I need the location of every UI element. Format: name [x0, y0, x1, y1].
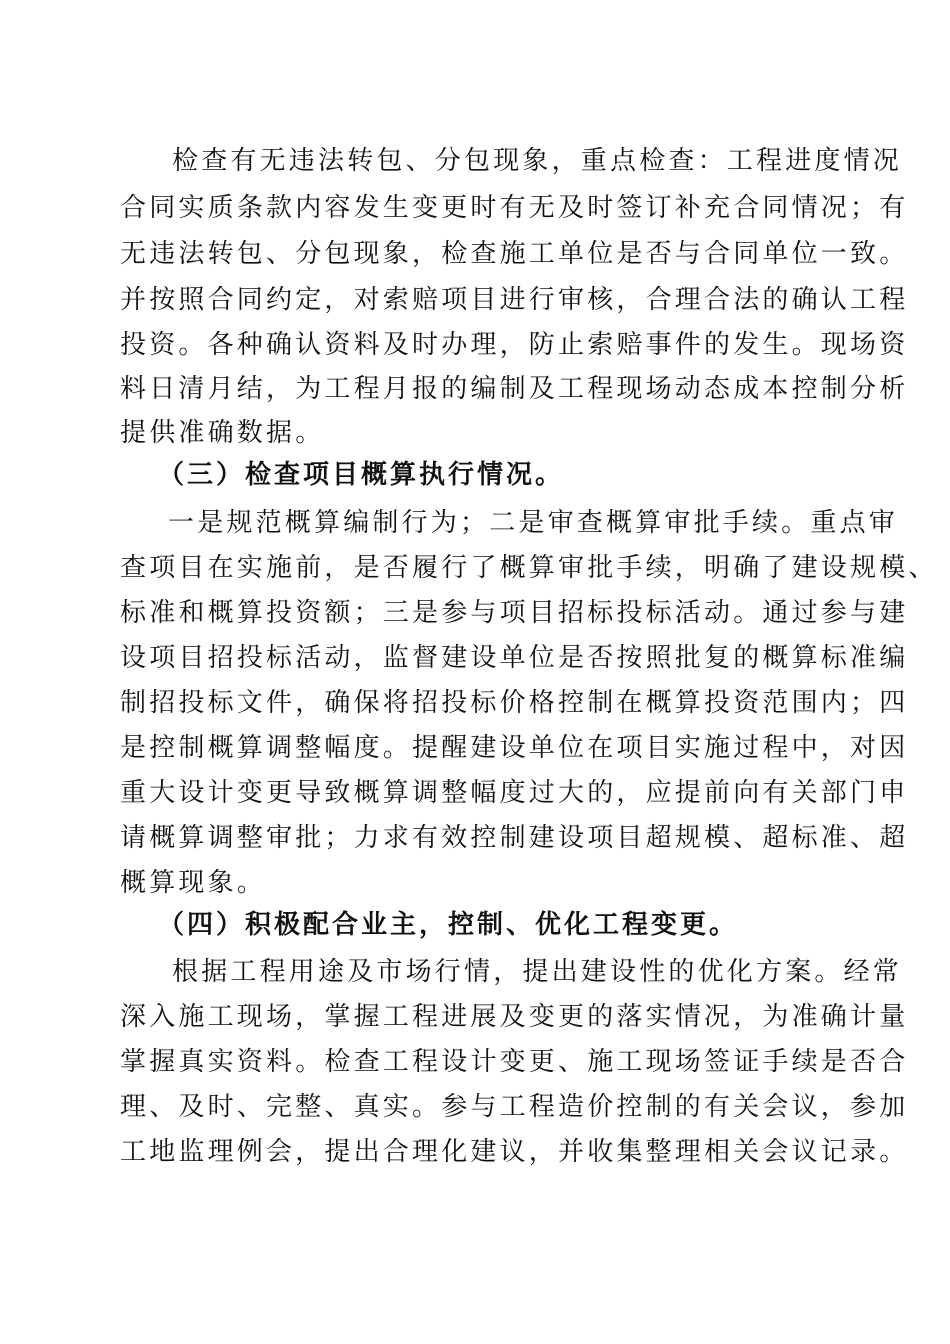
paragraph-line: 查项目在实施前，是否履行了概算审批手续，明确了建设规模、 — [120, 553, 938, 583]
paragraph-line: 设项目招投标活动，监督建设单位是否按照批复的概算标准编 — [120, 643, 909, 673]
paragraph-line: 制招投标文件，确保将招投标价格控制在概算投资范围内；四 — [120, 688, 909, 718]
paragraph-line: 标准和概算投资额；三是参与项目招标投标活动。通过参与建 — [120, 598, 909, 628]
paragraph-line: 理、及时、完整、真实。参与工程造价控制的有关会议，参加 — [120, 1092, 909, 1122]
paragraph-line: 检查有无违法转包、分包现象，重点检查：工程进度情况 — [172, 146, 903, 176]
paragraph-line: 工地监理例会，提出合理化建议，并收集整理相关会议记录。 — [120, 1137, 909, 1167]
paragraph-line: 无违法转包、分包现象，检查施工单位是否与合同单位一致。 — [120, 239, 909, 269]
paragraph-line: 投资。各种确认资料及时办理，防止索赔事件的发生。现场资 — [120, 330, 909, 360]
paragraph-line: 掌握真实资料。检查工程设计变更、施工现场签证手续是否合 — [120, 1047, 909, 1077]
paragraph-line: 提供准确数据。 — [120, 418, 325, 448]
paragraph-line: 重大设计变更导致概算调整幅度过大的，应提前向有关部门申 — [120, 778, 909, 808]
paragraph-line: 一是规范概算编制行为；二是审查概算审批手续。重点审 — [168, 508, 899, 538]
paragraph-line: 深入施工现场，掌握工程进展及变更的落实情况，为准确计量 — [120, 1002, 909, 1032]
paragraph-line: 是控制概算调整幅度。提醒建设单位在项目实施过程中，对因 — [120, 733, 909, 763]
paragraph-line: 请概算调整审批；力求有效控制建设项目超规模、超标准、超 — [120, 823, 909, 853]
paragraph-line: 料日清月结，为工程月报的编制及工程现场动态成本控制分析 — [120, 374, 909, 404]
paragraph-line: 合同实质条款内容发生变更时有无及时签订补充合同情况；有 — [120, 193, 909, 223]
paragraph-line: 概算现象。 — [120, 868, 267, 898]
paragraph-line: 并按照合同约定，对索赔项目进行审核，合理合法的确认工程 — [120, 285, 909, 315]
paragraph-line: 根据工程用途及市场行情，提出建设性的优化方案。经常 — [172, 957, 903, 987]
section-heading-four: （四）积极配合业主，控制、优化工程变更。 — [158, 910, 739, 940]
section-heading-three: （三）检查项目概算执行情况。 — [158, 460, 565, 490]
